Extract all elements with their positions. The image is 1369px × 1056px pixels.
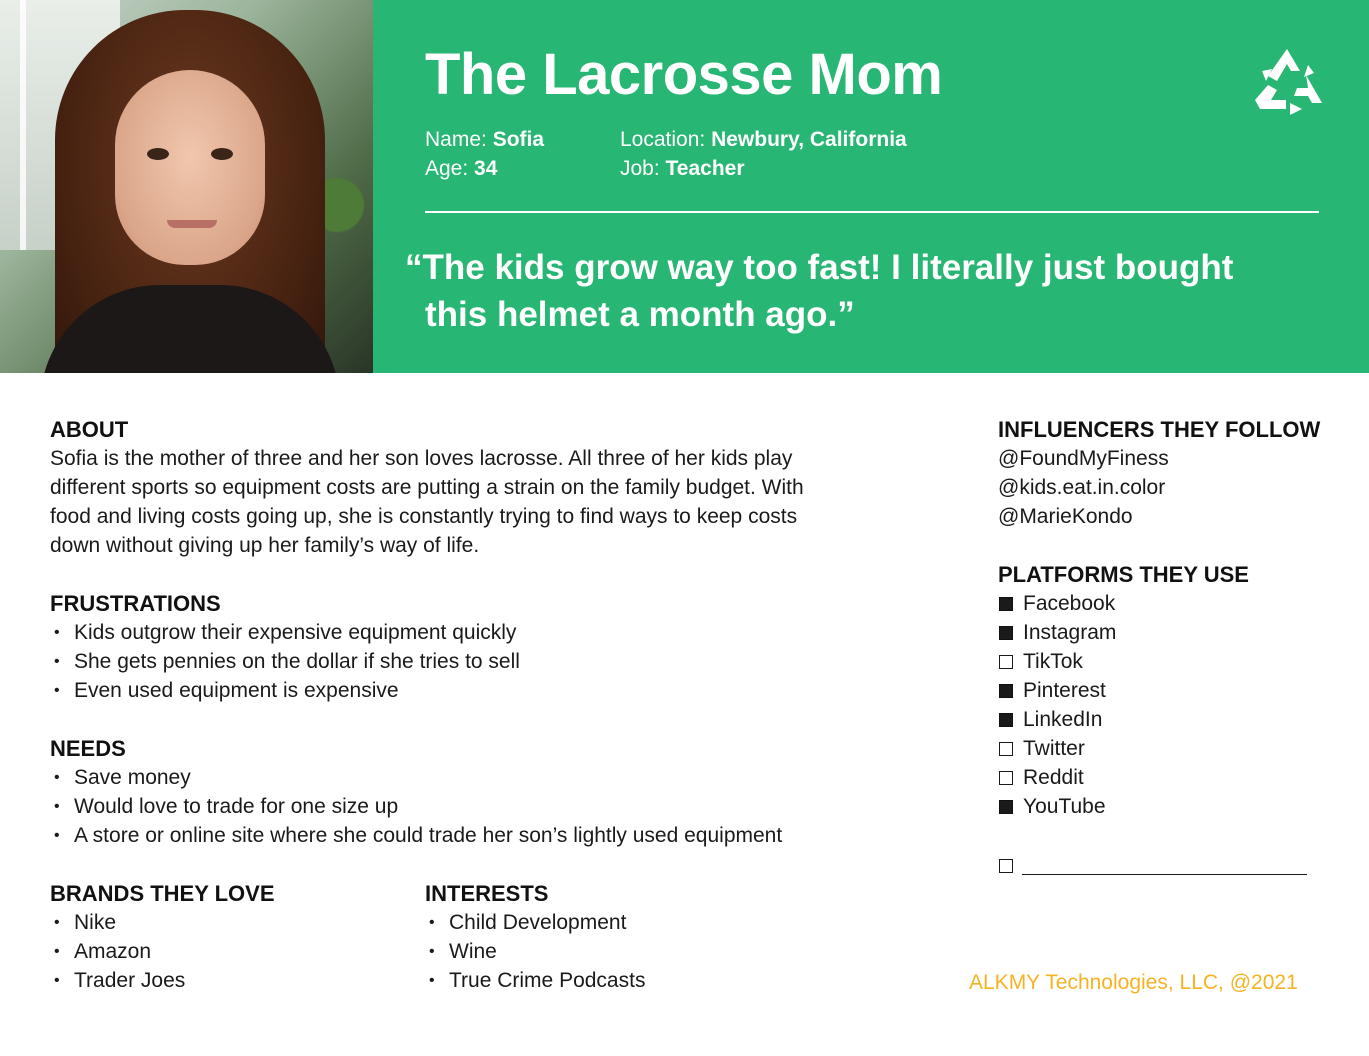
frustrations-list — [50, 618, 520, 705]
brands-heading: BRANDS THEY LOVE — [50, 881, 275, 906]
checkbox[interactable] — [999, 684, 1013, 698]
platforms-list — [998, 589, 1116, 821]
interests-heading: INTERESTS — [425, 881, 549, 906]
photo-eye-left — [147, 148, 169, 160]
page-title: The Lacrosse Mom — [425, 42, 943, 107]
recycle-icon — [1250, 45, 1324, 117]
header-divider — [425, 211, 1319, 213]
platform-label: Instagram — [1023, 621, 1117, 644]
platform-label: LinkedIn — [1023, 708, 1103, 731]
name-value: Sofia — [492, 128, 545, 151]
about-line: food and living costs going up, she is constantly trying to find ways to keep costs — [50, 505, 798, 528]
platforms-heading: PLATFORMS THEY USE — [998, 562, 1249, 587]
persona-location — [620, 125, 907, 154]
platform-item[interactable] — [998, 763, 1116, 792]
persona-name — [425, 125, 544, 154]
list-item: • Even used equipment is expensive — [50, 676, 520, 705]
checkbox[interactable] — [999, 655, 1013, 669]
influencers-list — [998, 444, 1169, 531]
name-label: Name: — [425, 128, 493, 151]
about-line: different sports so equipment costs are putting a strain on the family budget. With — [50, 476, 804, 499]
list-item: • Save money — [50, 763, 782, 792]
platform-item[interactable] — [998, 647, 1116, 676]
list-item: @kids.eat.in.color — [998, 476, 1166, 499]
interests-list — [425, 908, 645, 995]
quote-line: this helmet a month ago.” — [425, 295, 855, 334]
list-item: • Wine — [425, 937, 645, 966]
list-item: @FoundMyFiness — [998, 447, 1169, 470]
platform-label: Twitter — [1023, 737, 1085, 760]
list-item: • A store or online site where she could trade her son’s lightly used equipment — [50, 821, 782, 850]
brands-list — [50, 908, 185, 995]
list-item: • Kids outgrow their expensive equipment quickly — [50, 618, 520, 647]
platform-item[interactable] — [998, 705, 1116, 734]
persona-job — [620, 154, 745, 183]
influencers-heading: INFLUENCERS THEY FOLLOW — [998, 417, 1321, 442]
list-item: • She gets pennies on the dollar if she tries to sell — [50, 647, 520, 676]
list-item: • Trader Joes — [50, 966, 185, 995]
job-value: Teacher — [665, 157, 745, 180]
about-line: down without giving up her family’s way of life. — [50, 534, 480, 557]
platform-label: Pinterest — [1023, 679, 1106, 702]
quote-line: “The kids grow way too fast! I literally just bought — [405, 248, 1234, 287]
checkbox[interactable] — [999, 859, 1013, 873]
persona-quote — [405, 244, 1335, 338]
photo-face — [115, 70, 265, 265]
checkbox[interactable] — [999, 626, 1013, 640]
persona-age — [425, 154, 497, 183]
needs-heading: NEEDS — [50, 736, 126, 761]
platform-item[interactable] — [998, 676, 1116, 705]
list-item: • Child Development — [425, 908, 645, 937]
copyright-footer: ALKMY Technologies, LLC, @2021 — [969, 971, 1298, 994]
platform-label: TikTok — [1023, 650, 1083, 673]
platform-label: Reddit — [1023, 766, 1084, 789]
location-label: Location: — [620, 128, 712, 151]
photo-mouth — [167, 220, 217, 228]
list-item: • Amazon — [50, 937, 185, 966]
persona-photo — [0, 0, 373, 373]
age-value: 34 — [474, 157, 498, 180]
frustrations-heading: FRUSTRATIONS — [50, 591, 221, 616]
checkbox[interactable] — [999, 771, 1013, 785]
about-text — [50, 444, 804, 560]
age-label: Age: — [425, 157, 475, 180]
location-value: Newbury, California — [711, 128, 907, 151]
platform-item[interactable] — [998, 589, 1116, 618]
checkbox[interactable] — [999, 597, 1013, 611]
checkbox[interactable] — [999, 742, 1013, 756]
photo-eye-right — [211, 148, 233, 160]
list-item: • True Crime Podcasts — [425, 966, 645, 995]
list-item: • Nike — [50, 908, 185, 937]
platform-item[interactable] — [998, 792, 1116, 821]
about-heading: ABOUT — [50, 417, 129, 442]
platform-label: YouTube — [1023, 795, 1106, 818]
platform-item[interactable] — [998, 618, 1116, 647]
list-item: • Would love to trade for one size up — [50, 792, 782, 821]
other-platform-field[interactable] — [998, 851, 1318, 881]
about-line: Sofia is the mother of three and her son loves lacrosse. All three of her kids play — [50, 447, 793, 470]
platform-label: Facebook — [1023, 592, 1116, 615]
checkbox[interactable] — [999, 713, 1013, 727]
list-item: @MarieKondo — [998, 505, 1133, 528]
blank-line[interactable] — [1022, 874, 1307, 875]
checkbox[interactable] — [999, 800, 1013, 814]
needs-list — [50, 763, 782, 850]
job-label: Job: — [620, 157, 666, 180]
platform-item[interactable] — [998, 734, 1116, 763]
